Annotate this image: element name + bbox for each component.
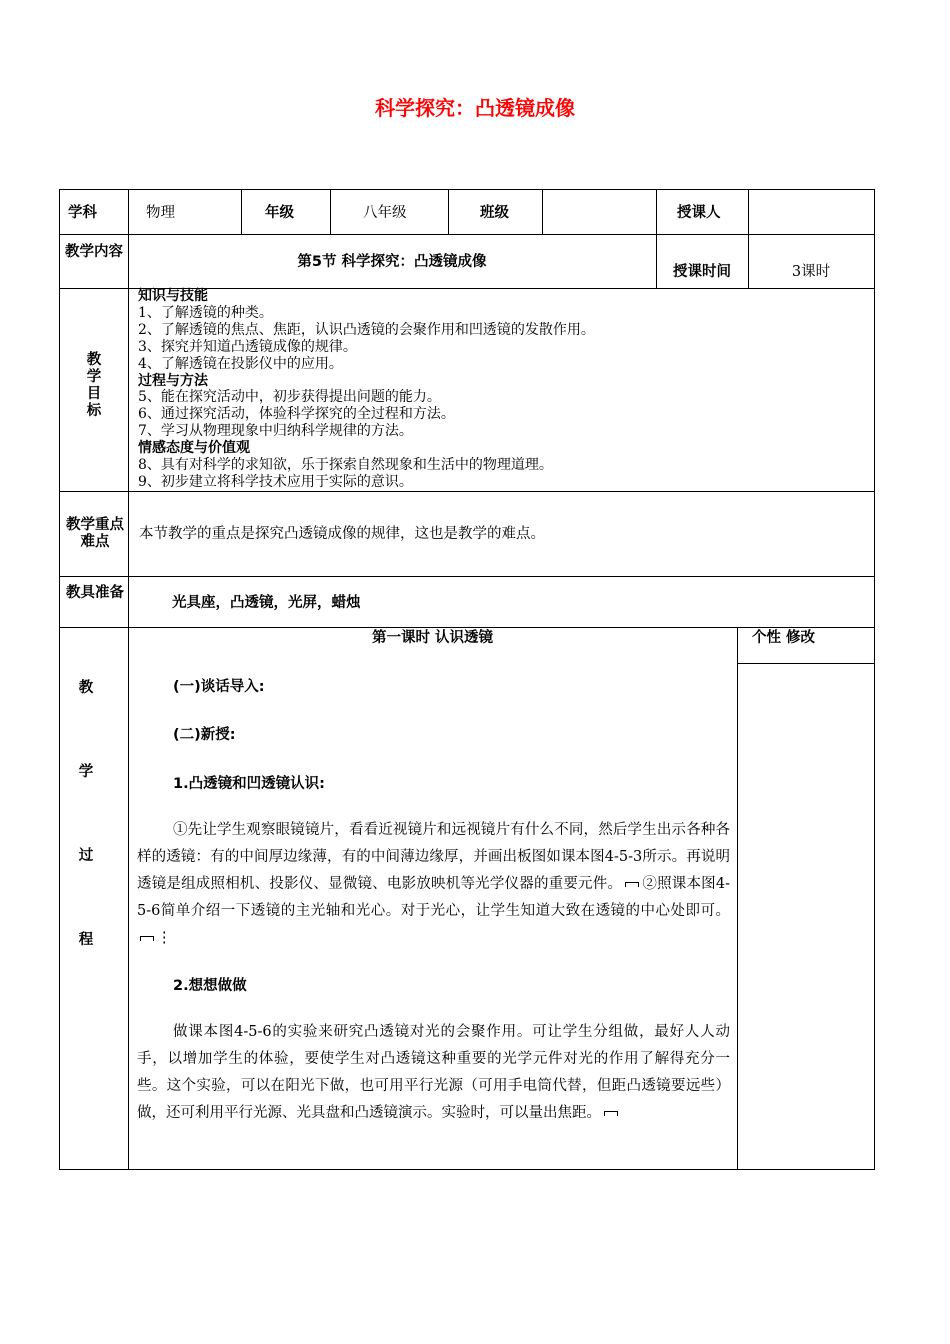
subject-value: 物理 xyxy=(146,205,175,221)
document-title: 科学探究：凸透镜成像 xyxy=(375,96,575,120)
list-item: 1、了解透镜的种类。 xyxy=(138,304,273,321)
grade-value: 八年级 xyxy=(363,205,407,221)
content-label: 教学内容 xyxy=(65,244,123,260)
edit-mark-icon xyxy=(140,936,154,941)
section2-paragraph: 做课本图4-5-6的实验来研究凸透镜对光的会聚作用。可让学生分组做，最好人人动手，以增加学生的体验，要使学生对凸透镜这种重要的光学元件对光的作用了解得充分一些。这个实验，可以在阳光下做，也可用平行光源（可用手电筒代替，但距凸透镜要远些）做，还可利用平行光源、光具盘和凸透镜演示。实验时，可以量出焦距。 xyxy=(137,1024,730,1121)
section-heading: 知识与技能 xyxy=(138,288,208,304)
list-item: 9、初步建立将科学技术应用于实际的意识。 xyxy=(138,473,413,490)
time-value: 3课时 xyxy=(791,264,831,280)
key-points-label: 教学重点难点 xyxy=(66,517,124,550)
intro-heading: (一)谈话导入: xyxy=(173,679,265,695)
objectives-label: 教 学 目 标 xyxy=(86,352,102,419)
edit-mark-icon xyxy=(604,1111,618,1116)
time-label: 授课时间 xyxy=(673,264,731,280)
lesson-title: 第一课时 认识透镜 xyxy=(371,630,494,646)
section1-title: 1.凸透镜和凹透镜认识: xyxy=(173,776,325,792)
list-item: 5、能在探究活动中，初步获得提出问题的能力。 xyxy=(138,389,441,406)
side-notes-header: 个性 修改 xyxy=(752,630,816,646)
list-item: 8、具有对科学的求知欲，乐于探索自然现象和生活中的物理道理。 xyxy=(138,457,553,474)
new-lesson-heading: (二)新授: xyxy=(173,727,236,743)
list-item: 7、学习从物理现象中归纳科学规律的方法。 xyxy=(138,423,413,440)
list-item: 6、通过探究活动，体验科学探究的全过程和方法。 xyxy=(138,406,455,423)
subject-label: 学科 xyxy=(68,205,97,221)
list-item: 3、探究并知道凸透镜成像的规律。 xyxy=(138,338,357,355)
equipment-value: 光具座，凸透镜，光屏，蜡烛 xyxy=(172,595,361,611)
section2-title: 2.想想做做 xyxy=(173,978,247,994)
grade-label: 年级 xyxy=(265,205,294,221)
class-label: 班级 xyxy=(480,205,509,221)
equipment-label: 教具准备 xyxy=(66,585,124,601)
list-item: 4、了解透镜在投影仪中的应用。 xyxy=(138,355,343,372)
process-label: 教 学 过 程 xyxy=(78,680,94,948)
objectives-list xyxy=(138,288,738,491)
teacher-label: 授课人 xyxy=(677,205,721,221)
key-points-value: 本节教学的重点是探究凸透镜成像的规律，这也是教学的难点。 xyxy=(139,526,545,542)
section1-paragraph: ①先让学生观察眼镜镜片，看看近视镜片和远视镜片有什么不同，然后学生出示各种各样的透镜：有的中间厚边缘薄，有的中间薄边缘厚，并画出板图如课本图4-5-3所示。再说明透镜是组成照相机、投影仪、显微镜、电影放映机等光学仪器的重要元件。 ②照课本图4-5-6简单介绍一下透镜的主光轴和光心。对于光心，让学生知道大致在透镜的中心处即可。⋮ xyxy=(137,822,731,946)
section-heading: 情感态度与价值观 xyxy=(138,440,250,457)
list-item: 2、了解透镜的焦点、焦距，认识凸透镜的会聚作用和凹透镜的发散作用。 xyxy=(138,321,595,338)
section-heading: 过程与方法 xyxy=(138,372,208,389)
edit-mark-icon xyxy=(625,882,639,887)
content-value: 第5节 科学探究：凸透镜成像 xyxy=(297,254,487,270)
